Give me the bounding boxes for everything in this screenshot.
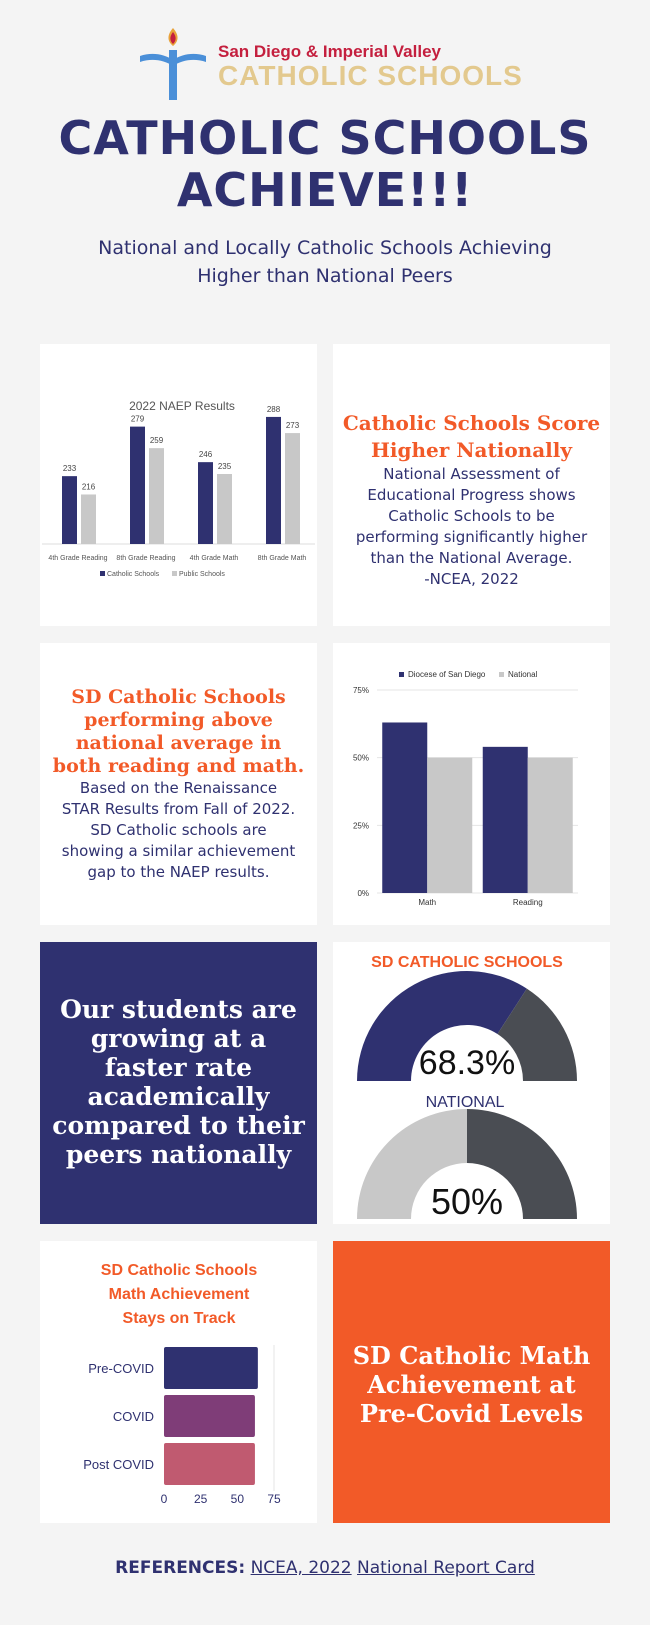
gauge-charts <box>333 942 610 1224</box>
gauges-card <box>333 942 610 1224</box>
data-label: 288 <box>266 404 281 414</box>
headline-line1: CATHOLIC SCHOOLS <box>58 111 592 165</box>
logo <box>138 26 523 102</box>
naep-body-line: Catholic Schools to be <box>388 507 555 525</box>
precovid-line: SD Catholic Math <box>352 1341 591 1370</box>
growth-line: peers nationally <box>65 1140 292 1169</box>
legend-swatch <box>499 672 504 677</box>
star-body-line: STAR Results from Fall of 2022. <box>61 800 296 818</box>
national-gauge-label: NATIONAL <box>425 1094 505 1111</box>
reference-link-report-card[interactable]: National Report Card <box>357 1558 535 1578</box>
category-label: Reading <box>512 898 543 907</box>
data-label: 246 <box>198 450 213 460</box>
star-card-body <box>40 778 317 883</box>
bar <box>198 462 213 544</box>
references: REFERENCES: NCEA, 2022 National Report Card <box>115 1558 535 1578</box>
naep-bar-chart <box>40 344 317 626</box>
bar <box>130 427 145 544</box>
naep-card-body <box>333 464 610 590</box>
precovid-line: Pre-Covid Levels <box>359 1399 584 1428</box>
track-title-line: Math Achievement <box>108 1286 250 1303</box>
track-title-line: SD Catholic Schools <box>100 1262 258 1279</box>
y-tick-label: 0% <box>357 889 369 898</box>
subhead-line2: Higher than National Peers <box>197 265 453 287</box>
logo-line1: San Diego & Imperial Valley <box>218 42 441 61</box>
star-chart-card <box>333 643 610 925</box>
growth-line: academically <box>87 1082 270 1111</box>
subhead-line1: National and Locally Catholic Schools Achieving <box>98 237 552 259</box>
legend-label: National <box>508 670 538 679</box>
bar <box>382 722 427 893</box>
growth-line: growing at a <box>90 1024 267 1053</box>
legend-swatch <box>100 571 105 576</box>
book-cross-icon <box>138 26 208 102</box>
reference-link-ncea[interactable]: NCEA, 2022 <box>250 1558 352 1578</box>
bar <box>483 747 528 893</box>
category-label: 4th Grade Math <box>189 555 239 562</box>
bar <box>217 474 232 544</box>
naep-body-line: performing significantly higher <box>355 528 588 546</box>
bar <box>164 1347 258 1389</box>
star-title-line: performing above <box>84 709 273 731</box>
growth-line: compared to their <box>52 1111 305 1140</box>
track-title-line: Stays on Track <box>122 1310 236 1327</box>
naep-text-card <box>333 344 610 626</box>
national-gauge-value: 50% <box>430 1181 504 1222</box>
naep-chart-card <box>40 344 317 626</box>
data-label: 279 <box>130 414 145 424</box>
naep-body-line: -NCEA, 2022 <box>424 570 519 588</box>
naep-body-line: than the National Average. <box>370 549 573 567</box>
subheadline <box>40 234 610 290</box>
data-label: 233 <box>62 464 77 474</box>
y-tick-label: 50% <box>352 753 369 763</box>
naep-body-line: Educational Progress shows <box>367 486 576 504</box>
star-title-line: national average in <box>75 732 282 754</box>
star-text-card <box>40 643 317 925</box>
category-label: 4th Grade Reading <box>48 555 108 562</box>
data-label: 259 <box>149 436 164 446</box>
category-label: 8th Grade Math <box>257 555 307 562</box>
bar <box>149 448 164 544</box>
star-body-line: Based on the Renaissance <box>79 779 278 797</box>
category-label: 8th Grade Reading <box>116 555 176 562</box>
growth-line: faster rate <box>104 1053 253 1082</box>
bar <box>164 1443 255 1485</box>
bar <box>81 494 96 544</box>
sd-gauge-value: 68.3% <box>418 1044 516 1082</box>
precovid-line: Achievement at <box>367 1370 576 1399</box>
headline <box>20 112 630 216</box>
growth-statement <box>40 995 317 1169</box>
legend-swatch <box>172 571 177 576</box>
x-tick-label: 25 <box>193 1492 208 1506</box>
data-label: 273 <box>285 421 300 431</box>
category-label: Pre-COVID <box>88 1361 154 1376</box>
sd-gauge-label: SD CATHOLIC SCHOOLS <box>371 954 563 971</box>
naep-body-line: National Assessment of <box>383 465 560 483</box>
star-bar-chart <box>333 643 610 925</box>
category-label: Post COVID <box>83 1457 154 1472</box>
naep-title-line: Higher Nationally <box>371 438 572 462</box>
star-body-line: showing a similar achievement <box>61 842 296 860</box>
star-body-line: gap to the NAEP results. <box>87 863 270 881</box>
y-tick-label: 75% <box>352 686 369 695</box>
headline-line2: ACHIEVE!!! <box>176 163 474 217</box>
naep-title-line: Catholic Schools Score <box>342 411 601 435</box>
star-title-line: both reading and math. <box>52 755 305 777</box>
bar <box>164 1395 255 1437</box>
naep-card-title <box>333 410 610 464</box>
legend-label: Catholic Schools <box>107 571 160 578</box>
data-label: 216 <box>81 482 96 492</box>
x-tick-label: 75 <box>267 1492 281 1506</box>
bar <box>528 758 573 893</box>
category-label: Math <box>418 898 437 907</box>
growth-card <box>40 942 317 1224</box>
math-track-bar-chart <box>40 1241 317 1523</box>
legend-label: Diocese of San Diego <box>408 670 486 679</box>
category-label: COVID <box>112 1409 154 1424</box>
star-title-line: SD Catholic Schools <box>71 686 286 708</box>
y-tick-label: 25% <box>352 821 369 831</box>
data-label: 235 <box>217 462 232 471</box>
star-card-title <box>40 686 317 778</box>
chart-title: 2022 NAEP Results <box>129 399 235 413</box>
precovid-card <box>333 1241 610 1523</box>
legend-swatch <box>399 672 404 677</box>
x-tick-label: 0 <box>160 1492 168 1506</box>
x-tick-label: 50 <box>230 1492 245 1506</box>
bar <box>427 758 472 893</box>
references-label: REFERENCES <box>115 1558 239 1578</box>
star-body-line: SD Catholic schools are <box>90 821 267 839</box>
legend-label: Public Schools <box>179 571 225 578</box>
bar <box>62 476 77 544</box>
precovid-statement <box>333 1341 610 1428</box>
bar <box>266 417 281 544</box>
math-track-card <box>40 1241 317 1523</box>
growth-line: Our students are <box>60 995 297 1024</box>
logo-line2: CATHOLIC SCHOOLS <box>218 60 523 91</box>
bar <box>285 433 300 544</box>
